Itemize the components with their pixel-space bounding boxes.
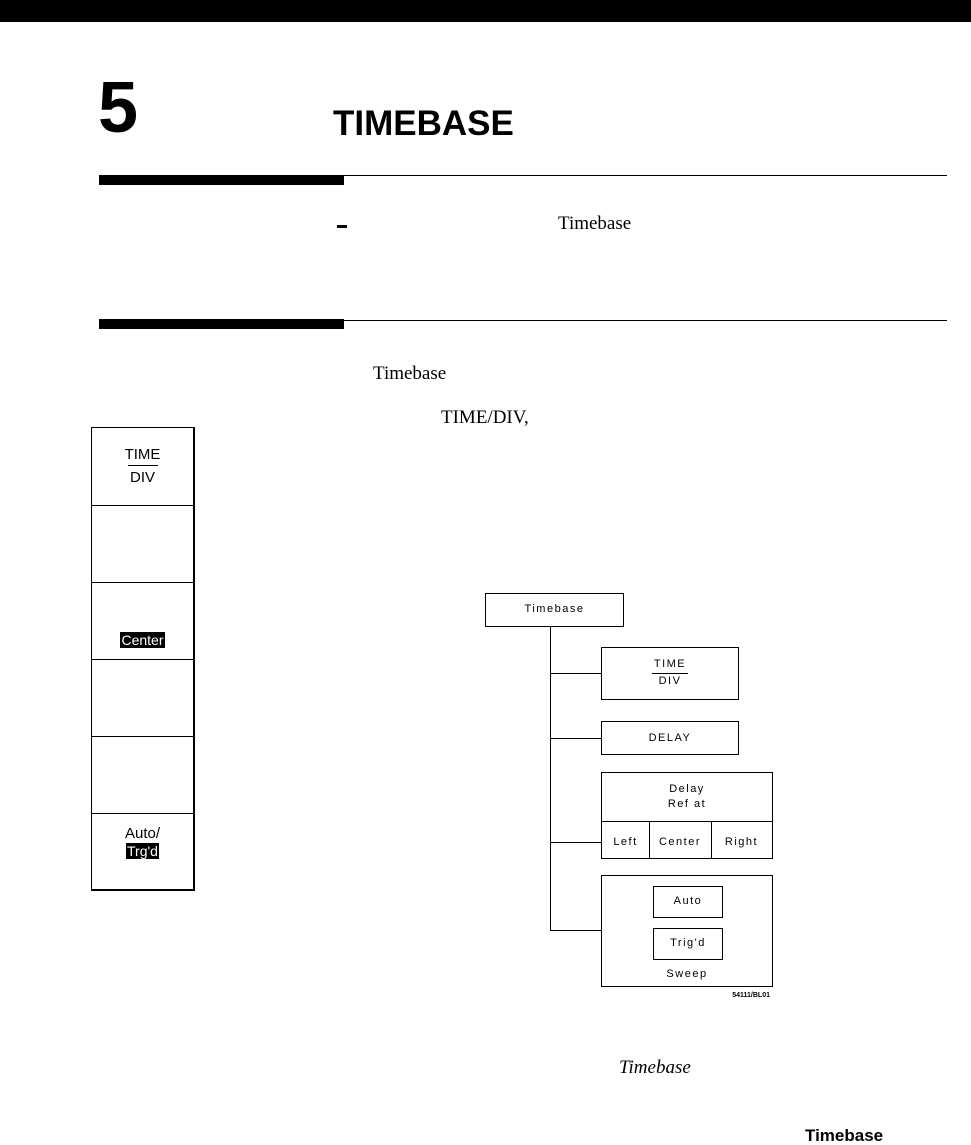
diagram-auto-box [653,886,723,918]
diagram-trigd-label: Trig'd [670,937,706,949]
summary-term: Timebase [558,213,632,234]
diagram-branch-2 [550,738,601,739]
softkey-blank-1[interactable] [92,505,193,583]
diagram-delayref-line1: Delay [669,783,705,795]
diagram-branch-4 [550,930,601,931]
diagram-timebase-label: Timebase [524,603,585,615]
section-rule-thick-2 [99,319,344,329]
diagram-trigd-box [653,928,723,960]
chapter-number: 5 [98,68,137,148]
diagram-time-label: TIME [653,658,687,670]
fraction-line [128,465,158,466]
softkey-time-div[interactable] [92,427,193,505]
diagram-ref-right: Right [724,836,759,848]
diagram-trunk-line [550,626,551,931]
intro-term-timediv: TIME/DIV, [441,407,529,428]
diagram-branch-1 [550,673,601,674]
diagram-sweep-box [601,875,773,987]
softkey-sweep[interactable] [92,813,193,891]
top-black-bar [0,0,971,22]
diagram-delay-box [601,721,739,755]
softkey-panel [91,427,195,891]
diagram-div-label: DIV [658,675,682,687]
diagram-timediv-box [601,647,739,700]
diagram-auto-label: Auto [673,895,703,907]
diagram-ref-left: Left [613,836,638,848]
section-rule-thick [99,175,344,185]
diagram-sweep-label: Sweep [666,968,708,980]
diagram-branch-3 [550,842,601,843]
caption-term: Timebase [619,1057,691,1078]
summary-bullet [337,225,347,228]
softkey-div-label: DIV [129,469,155,486]
section-rule-thin-2 [333,320,947,321]
intro-term: Timebase [373,363,447,384]
softkey-time-label: TIME [124,446,161,463]
diagram-delayref-box [601,772,773,859]
softkey-auto-label: Auto/ [124,825,161,842]
figure-id: 54111/BL01 [732,992,770,999]
softkey-center-label: Center [121,632,164,648]
chapter-title: TIMEBASE [333,104,514,143]
diagram-timebase-box [485,593,624,627]
softkey-delay-ref[interactable] [92,582,193,660]
diagram-ref-center: Center [658,836,702,848]
softkey-blank-3[interactable] [92,736,193,814]
softkey-trigd-label: Trg'd [127,843,158,859]
diagram-delayref-divider [602,821,772,822]
softkey-blank-2[interactable] [92,659,193,737]
diagram-fraction-line [652,673,688,674]
diagram-delay-label: DELAY [648,732,692,744]
section-rule-thin [333,175,947,176]
page-footer: Timebase [805,1126,884,1145]
diagram-delayref-line2: Ref at [667,798,707,810]
